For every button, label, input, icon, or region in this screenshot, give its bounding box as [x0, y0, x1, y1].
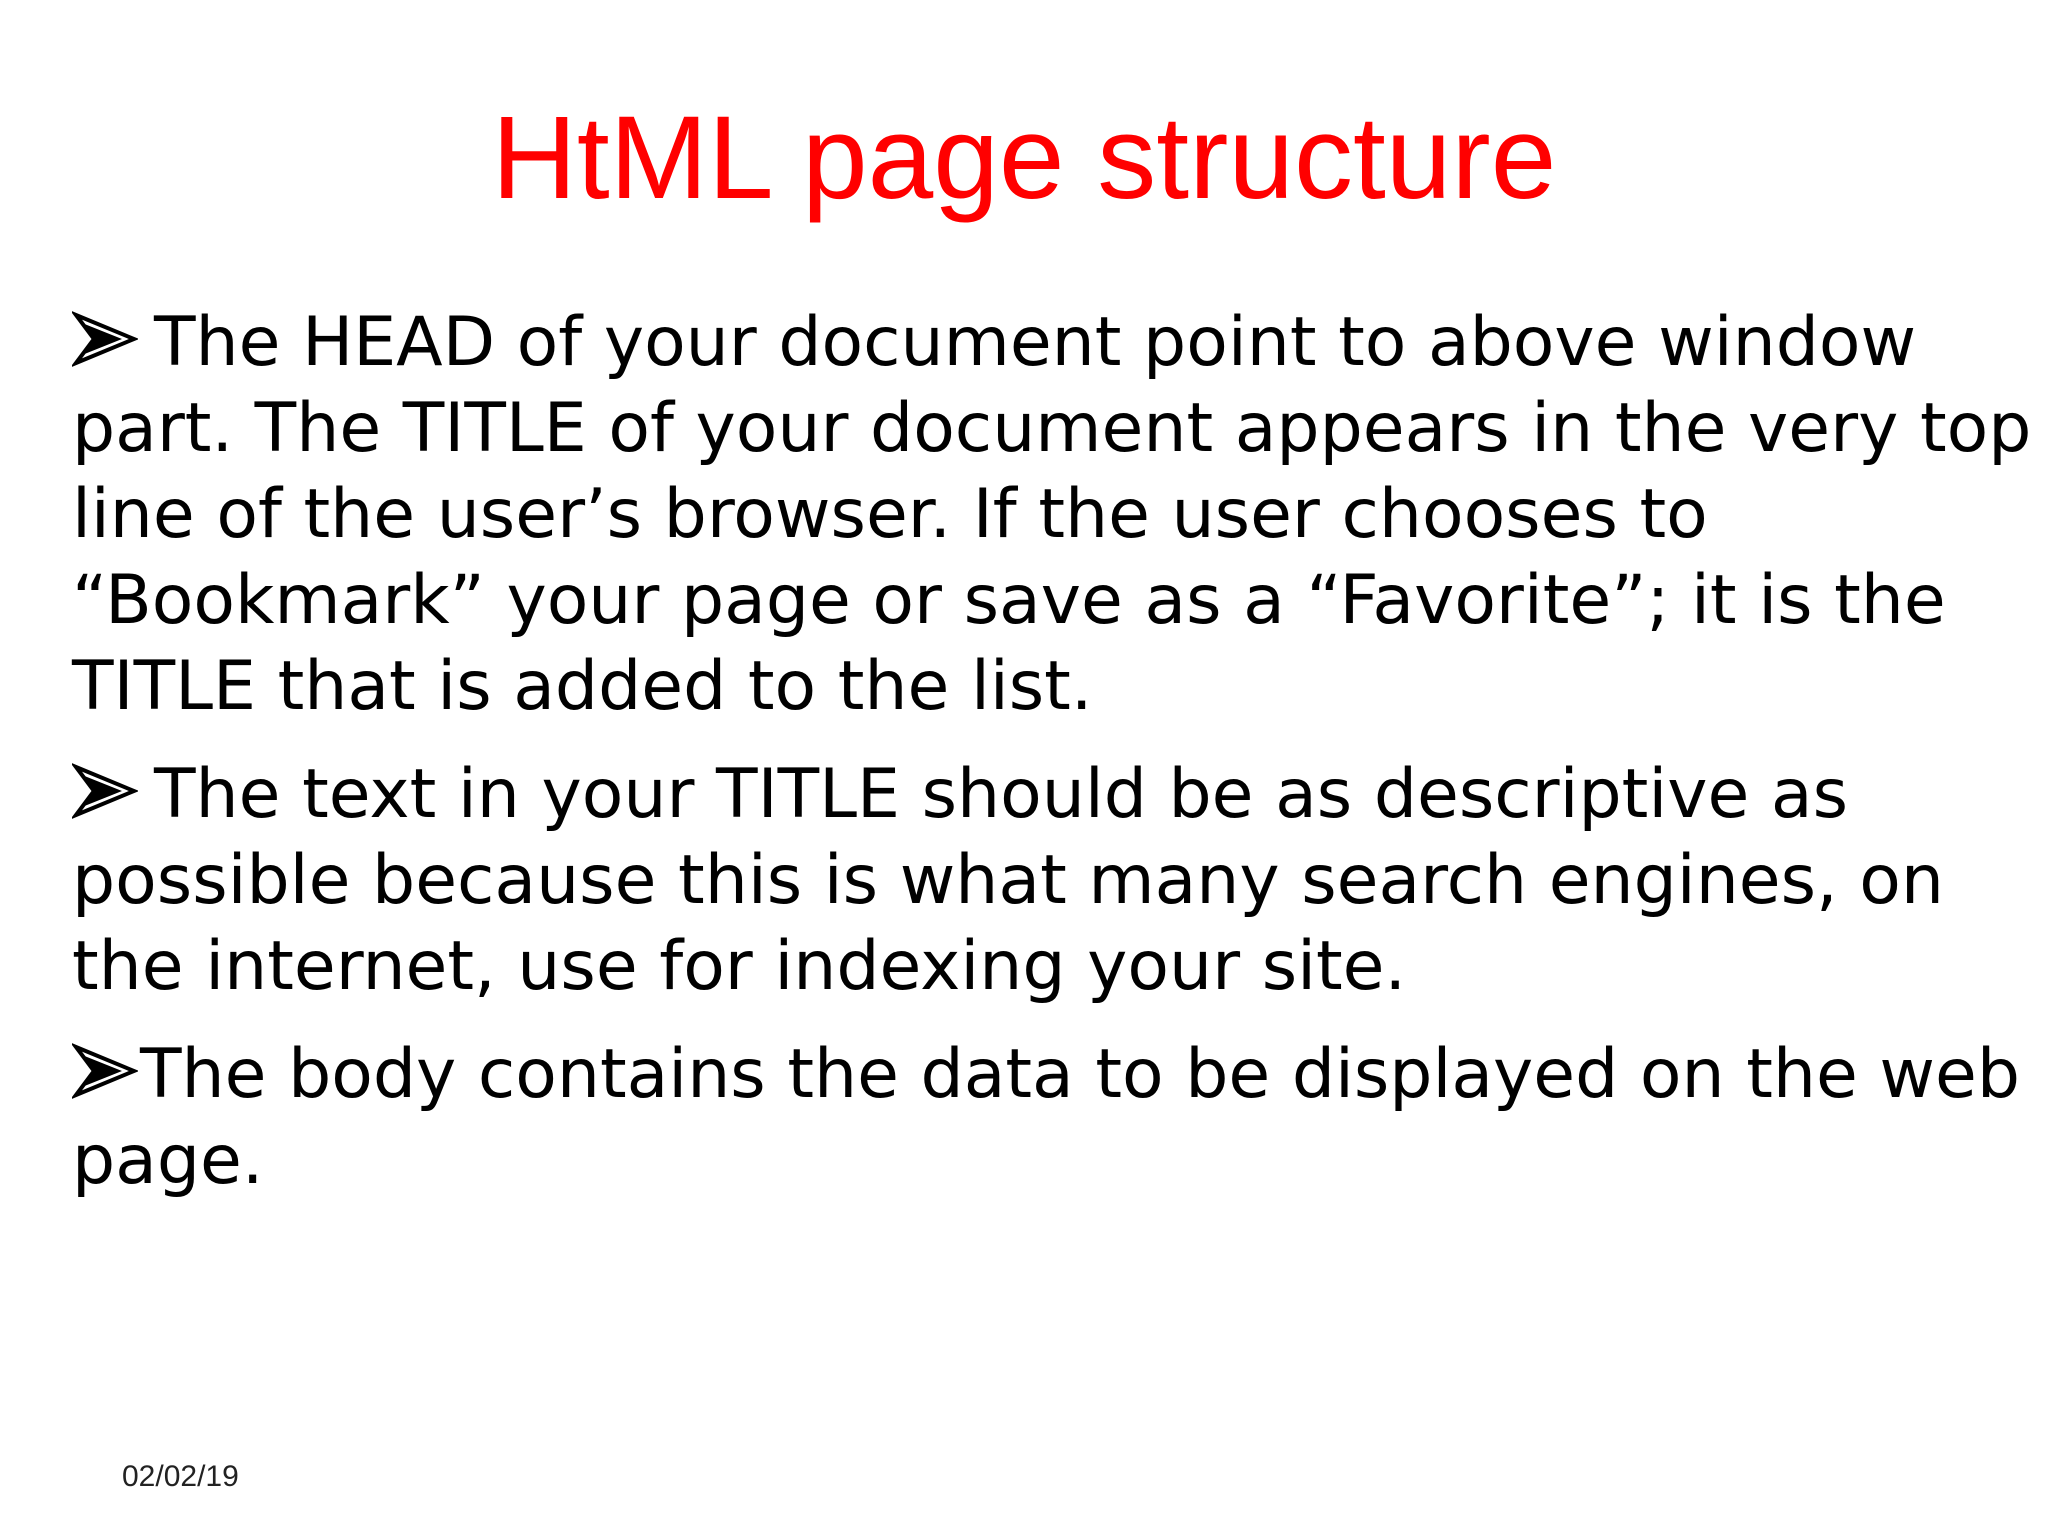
- bullet-text: The HEAD of your document point to above window part. The TITLE of your document appears in the very top line of the user’s browser. If the user chooses to “Bookmark” your page or save as a “Favorite”; it is the TITLE that is added to the list.: [72, 303, 2032, 726]
- arrowhead-bullet-icon: [72, 761, 138, 821]
- slide-title: HtML page structure: [491, 92, 1557, 224]
- bullet-item-title: [72, 752, 2032, 1010]
- bullet-text: The body contains the data to be displayed on the web page.: [72, 1035, 2021, 1200]
- bullet-item-body: [72, 1032, 2032, 1204]
- bullet-item-head: [72, 300, 2032, 730]
- arrowhead-bullet-icon: [72, 1041, 138, 1101]
- bullet-text: The text in your TITLE should be as descriptive as possible because this is what many search engines, on the internet, use for indexing your site.: [72, 755, 1944, 1006]
- footer-date: 02/02/19: [122, 1460, 239, 1493]
- bullet-list: [72, 300, 2032, 1204]
- arrowhead-bullet-icon: [72, 309, 138, 369]
